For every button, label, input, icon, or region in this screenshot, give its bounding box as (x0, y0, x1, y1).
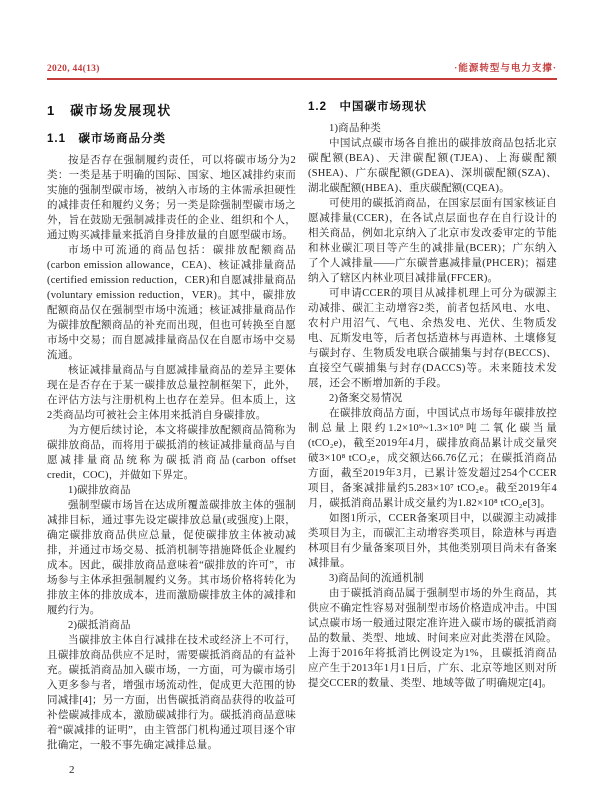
left-column (47, 98, 296, 753)
paragraph: 中国试点碳市场各自推出的碳排放商品包括北京碳配额(BEA)、天津碳配额(TJEA)、上海碳配额(SHEA)、广东碳配额(GDEA)、深圳碳配额(SZA)、湖北碳配额(HBEA)、重庆碳配额(CQEA)。 (308, 138, 557, 194)
paragraph: 当碳排放主体自行减排在技术或经济上不可行，且碳排放商品供应不足时，需要碳抵消商品的有益补充。碳抵消商品加入碳市场，一方面，可为碳市场引入更多参与者，增强市场流动性，促成更大范围的协同减排[4]；另一方面，出售碳抵消商品获得的收益可补偿碳减排成本，激励碳减排行为。碳抵消商品意味着“碳减排的证明”，由主管部门机构通过项目逐个审批确定，一般不事先确定减排总量。 (47, 635, 296, 751)
list-item-heading-filing-trading: 2)备案交易情况 (329, 393, 403, 404)
list-item-heading-product-types: 1)商品种类 (329, 123, 381, 134)
paragraph: 核证减排量商品与自愿减排量商品的差异主要体现在是否存在于某一碳排放总量控制框架下，此外，在评估方法与注册机构上也存在差异。但本质上，这2类商品均可被社会主体用来抵消自身碳排放。 (47, 365, 296, 421)
page-header (47, 60, 557, 78)
header-rule (47, 78, 557, 80)
subsection-heading-1-1: 1.1 碳市场商品分类 (47, 133, 166, 145)
page-footer (69, 764, 75, 776)
list-item-heading-carbon-emission-product: 1)碳排放商品 (68, 485, 131, 496)
journal-issue-label: 2020, 44(13) (47, 64, 100, 74)
paragraph: 按是否存在强制履约责任，可以将碳市场分为2类：一类是基于明确的国际、国家、地区减排约束而实施的强制型碳市场，被纳入市场的主体需承担硬性的减排责任和履约义务；另一类是除强制型碳市场之外，旨在鼓励无强制减排责任的企业、组织和个人，通过购买减排量来抵消自身排放量的自愿型碳市场。 (47, 155, 296, 241)
right-column (308, 98, 557, 753)
paragraph: 如图1所示，CCER备案项目中，以碳源主动减排类项目为主，而碳汇主动增容类项目，除造林与再造林项目有少量备案项目外，其他类别项目尚未有备案减排量。 (308, 513, 557, 569)
paragraph: 市场中可流通的商品包括：碳排放配额商品(carbon emission allowance，CEA)、核证减排量商品(certified emission reduction，CER)和自愿减排量商品(voluntary emission reduction，VER)。其中，碳排放配额商品仅在强制型市场中流通；核证减排量商品作为碳排放配额商品的补充而出现，但也可转换至自愿市场中交易；而自愿减排量商品仅在自愿市场中交易流通。 (47, 245, 296, 361)
two-column-body (47, 98, 557, 753)
section-heading-1: 1 碳市场发展现状 (47, 103, 172, 118)
list-item-heading-carbon-offset-product: 2)碳抵消商品 (68, 620, 131, 631)
journal-column-title: ·能源转型与电力支撑· (454, 64, 557, 74)
subsection-heading-1-2: 1.2 中国碳市场现状 (308, 101, 427, 113)
paragraph: 强制型碳市场旨在达成所覆盖碳排放主体的强制减排目标，通过事先设定碳排放总量(或强度)上限，确定碳排放商品供应总量，促使碳排放主体被动减排，并通过市场交易、抵消机制等措施降低企业履约成本。因此，碳排放商品意味着“碳排放的许可”，市场参与主体承担强制履约义务。其市场价格将转化为排放主体的排放成本，进而激励碳排放主体的减排和履约行为。 (47, 500, 296, 616)
paragraph: 可申请CCER的项目从减排机理上可分为碳源主动减排、碳汇主动增容2类，前者包括风电、水电、农村户用沼气、气电、余热发电、光伏、生物质发电、瓦斯发电等，后者包括造林与再造林、土壤修复与碳封存、生物质发电联合碳捕集与封存(BECCS)、直接空气碳捕集与封存(DACCS)等。未来随技术发展，还会不断增加新的手段。 (308, 288, 557, 389)
paragraph: 可使用的碳抵消商品，在国家层面有国家核证自愿减排量(CCER)，在各试点层面也存在自行设计的相关商品，例如北京纳入了北京市发改委审定的节能和林业碳汇项目等产生的减排量(BCER)；广东纳入了个人减排量——广东碳普惠减排量(PHCER)；福建纳入了辖区内林业项目减排量(FFCER)。 (308, 198, 557, 284)
page-number: 2 (69, 764, 75, 776)
paragraph: 在碳排放商品方面，中国试点市场每年碳排放控制总量上限约1.2×10⁹~1.3×10⁹吨二氧化碳当量(tCO₂e)，截至2019年4月，碳排放商品累计成交量突破3×10⁸ tCO₂e，成交额达66.76亿元；在碳抵消商品方面，截至2019年3月，已累计签发超过254个CCER项目，备案减排量约5.283×10⁷ tCO₂e。截至2019年4月，碳抵消商品累计成交量约为1.82×10⁸ tCO₂e[3]。 (308, 408, 557, 509)
paragraph: 为方便后续讨论，本文将碳排放配额商品简称为碳排放商品，而将用于碳抵消的核证减排量商品与自愿减排量商品统称为碳抵消商品(carbon offset credit，COC)，并做如下界定。 (47, 425, 296, 481)
list-item-heading-circulation-mechanism: 3)商品间的流通机制 (329, 573, 424, 584)
paragraph: 由于碳抵消商品属于强制型市场的外生商品，其供应不确定性容易对强制型市场价格造成冲击。中国试点碳市场一般通过限定准许进入碳市场的碳抵消商品的数量、类型、地域、时间来应对此类潜在风险。上海于2016年将抵消比例设定为1%，且碳抵消商品应产生于2013年1月1日后，广东、北京等地区则对所提交CCER的数量、类型、地域等做了明确规定[4]。 (308, 588, 557, 689)
